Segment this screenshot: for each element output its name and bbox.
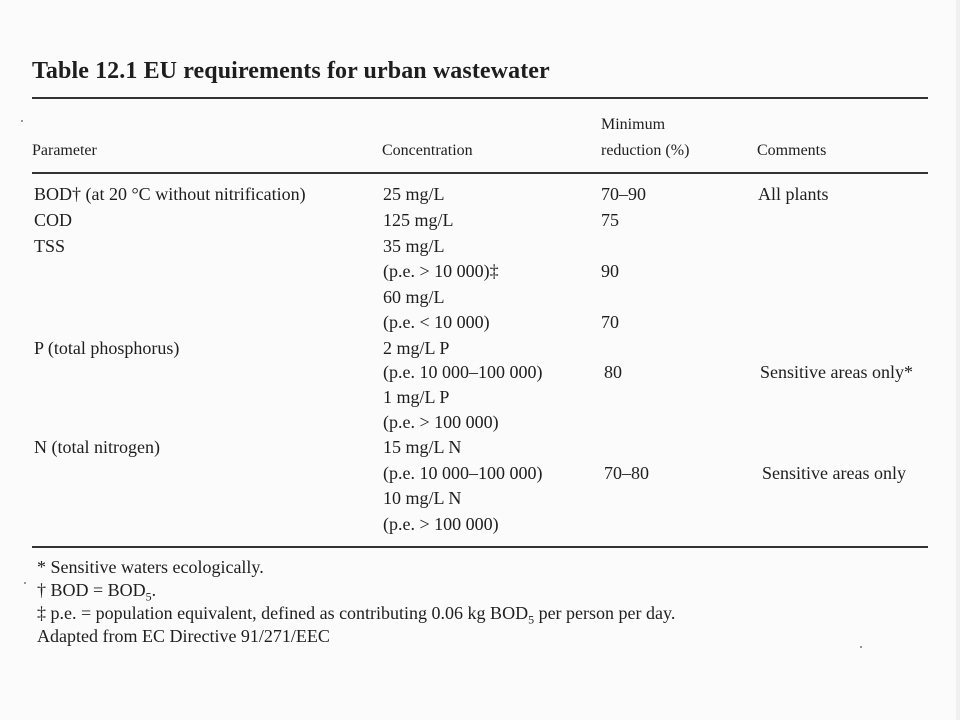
table-bottom-rule (32, 546, 928, 548)
header-reduction-line2: reduction (%) (601, 142, 690, 159)
comment-sensitive-nitrogen: Sensitive areas only (762, 463, 906, 483)
footnote-ddagger-suffix: per person per day. (534, 603, 676, 623)
reduction-8: 80 (604, 362, 622, 382)
conc-2: 125 mg/L (383, 210, 454, 230)
footnote-dagger-suffix: . (151, 580, 157, 600)
reduction-6: 70 (601, 312, 619, 332)
scan-speck (860, 646, 862, 648)
conc-11: 15 mg/L N (383, 437, 462, 457)
conc-9: 1 mg/L P (383, 387, 450, 407)
param-cod: COD (34, 210, 73, 230)
footnote-ddagger-text: ‡ p.e. = population equivalent, defined as contributing 0.06 kg BOD (37, 603, 529, 623)
footnote-dagger-sub: 5 (145, 589, 152, 604)
conc-5: 60 mg/L (383, 287, 445, 307)
footnote-source: Adapted from EC Directive 91/271/EEC (37, 626, 330, 646)
footnote-dagger-text: † BOD = BOD (37, 580, 146, 600)
conc-4: (p.e. > 10 000)‡ (383, 261, 499, 281)
comment-sensitive-phosphorus: Sensitive areas only* (760, 362, 913, 382)
conc-14: (p.e. > 100 000) (383, 514, 499, 534)
footnote-ddagger-sub: 5 (528, 612, 535, 627)
conc-6: (p.e. < 10 000) (383, 312, 490, 332)
title-rule (32, 97, 928, 99)
header-rule (32, 172, 928, 174)
reduction-4: 90 (601, 261, 619, 281)
conc-10: (p.e. > 100 000) (383, 412, 499, 432)
conc-1: 25 mg/L (383, 184, 445, 204)
table-title: Table 12.1 EU requirements for urban wastewater (32, 58, 550, 84)
conc-12: (p.e. 10 000–100 000) (383, 463, 543, 483)
comment-all-plants: All plants (758, 184, 829, 204)
param-tss: TSS (34, 236, 66, 256)
header-comments: Comments (757, 142, 827, 159)
conc-8: (p.e. 10 000–100 000) (383, 362, 543, 382)
conc-13: 10 mg/L N (383, 488, 462, 508)
reduction-1: 70–90 (601, 184, 646, 204)
header-concentration: Concentration (382, 142, 473, 159)
param-bod: BOD† (at 20 °C without nitrification) (34, 184, 306, 204)
reduction-2: 75 (601, 210, 619, 230)
conc-3: 35 mg/L (383, 236, 445, 256)
header-parameter: Parameter (32, 142, 97, 159)
conc-7: 2 mg/L P (383, 338, 450, 358)
scan-speck (24, 582, 26, 584)
reduction-12: 70–80 (604, 463, 649, 483)
scan-speck (21, 120, 23, 122)
scan-edge (956, 0, 960, 720)
param-phosphorus: P (total phosphorus) (34, 338, 180, 358)
param-nitrogen: N (total nitrogen) (34, 437, 160, 457)
footnote-star: * Sensitive waters ecologically. (37, 557, 264, 577)
header-reduction-line1: Minimum (601, 116, 666, 133)
